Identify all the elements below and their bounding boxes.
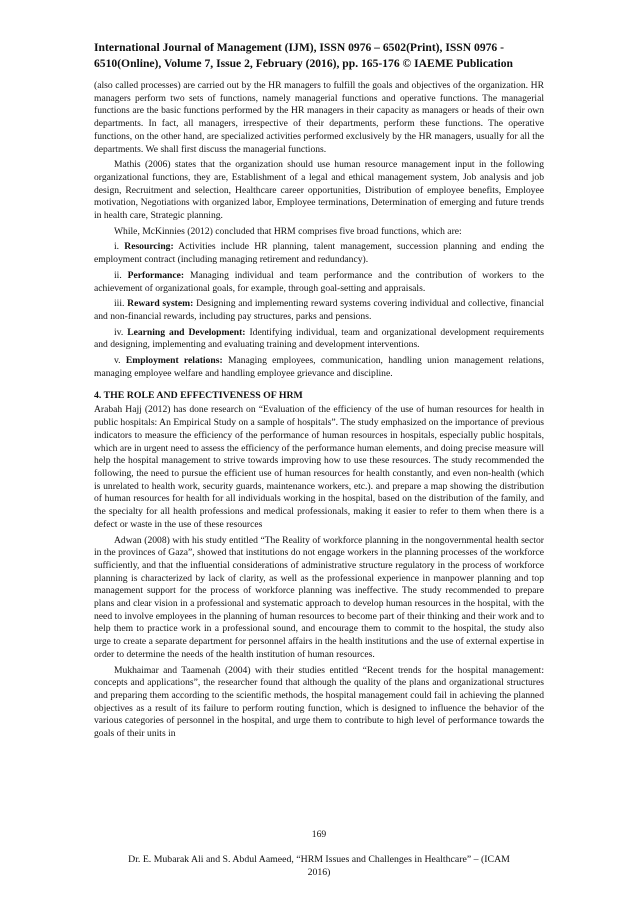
function-number: iv.: [114, 326, 124, 338]
function-item-learning-development: [94, 327, 544, 352]
paragraph: Adwan (2008) with his study entitled “The Reality of workforce planning in the nongovernmental health sector in the provinces of Gaza”, showed that institutions do not engage workers in the planning processes of the workforce sufficiently, and that the influential considerations of administrative structure regulatory in the process of workforce planning is characterized by lack of clarity, as well as the professional experience in manpower planning and top management support for the process of workforce planning was ineffective. The study recommended to prepare plans and clear vision in a professional and systematic approach to develop human resources in the hospital, with the need to involve employees in the planning of human resources to become part of their thinking and their work and to help them to practice work in a professional sound, and encourage them to commit to the hospital, the study also urge to create a separate department for personnel affairs in the health institutions and the use of external expertise in order to determine the needs of the health institution of human resources.: [94, 534, 544, 660]
function-description: Managing employees, communication, handling union management relations, managing employee welfare and handling employee grievance and discipline.: [94, 355, 544, 379]
journal-header: [94, 40, 544, 72]
page-number: 169: [311, 829, 327, 840]
function-term: Employment relations:: [125, 355, 223, 367]
function-term: Resourcing:: [124, 241, 174, 253]
journal-header-line-2: 6510(Online), Volume 7, Issue 2, February (2016), pp. 165-176 © IAEME Publication: [94, 57, 513, 70]
journal-header-line-1: International Journal of Management (IJM), ISSN 0976 – 6502(Print), ISSN 0976 -: [94, 41, 504, 54]
function-number: i.: [114, 241, 120, 253]
function-description: Identifying individual, team and organizational development requirements and designing, implementing and evaluating training and development interventions.: [94, 326, 544, 351]
function-term: Learning and Development:: [127, 326, 246, 338]
paragraph: Arabah Hajj (2012) has done research on “Evaluation of the efficiency of the use of human resources for health in public hospitals: An Empirical Study on a sample of hospitals”. The study emphasized on the importance of previous indicators to measure the efficiency of the performance of human resources in hospitals, especially public hospitals, which are in urgent need to assess the efficiency of the performance human elements, and doing precise measure will help the hospital management to strive towards improving how to use these resources. The study recommended the following, the need to pursue the efficient use of human resources for health constantly, and even non-health (which is unrelated to health work, security guards, maintenance workers, etc.). and prepare a map showing the distribution of human resources for health for all individuals working in the hospital, based on the distribution of the family, and the specialty for all health professions and medical professionals, making it easier to refer to them when there is a defect or waste in the use of these resources: [94, 404, 544, 530]
function-term: Reward system:: [127, 298, 194, 310]
function-number: v.: [114, 355, 121, 367]
paragraph: Mathis (2006) states that the organization should use human resource management input in the following organizational functions, they are, Establishment of a legal and ethical management system, Job analysis and job design, Recruitment and selection, Healthcare career opportunities, Distribution of employee benefits, Employee motivation, Negotiations with organized labor, Employee terminations, Determination of emerging and future trends in health care, Strategic planning.: [94, 159, 544, 222]
function-item-employment-relations: [94, 355, 544, 380]
function-number: ii.: [114, 269, 122, 281]
function-item-reward-system: [94, 298, 544, 323]
article-body: [94, 80, 544, 741]
section-heading: 4. THE ROLE AND EFFECTIVENESS OF HRM: [94, 390, 303, 402]
citation-footer-line-2: 2016): [307, 867, 331, 878]
function-item-resourcing: [94, 241, 544, 266]
citation-footer-line-1: Dr. E. Mubarak Ali and S. Abdul Aameed, “HRM Issues and Challenges in Healthcare” – (ICAM: [128, 854, 510, 865]
function-description: Activities include HR planning, talent management, succession planning and ending the employment contract (including managing retirement and redundancy).: [94, 241, 544, 266]
function-description: Designing and implementing reward systems covering individual and collective, financial and non-financial rewards, including pay structures, parks and pensions.: [94, 298, 544, 322]
function-term: Performance:: [127, 269, 185, 281]
function-description: Managing individual and team performance and the contribution of workers to the achievement of organizational goals, for example, through goal-setting and appraisals.: [94, 269, 544, 294]
paragraph: Mukhaimar and Taamenah (2004) with their studies entitled “Recent trends for the hospital management: concepts and applications”, the researcher found that although the quality of the plans and organizational structures and preparing them according to the scientific methods, the hospital management could fail in achieving the planned objectives as a result of its failure to perform routing function, which is designed to influence the behavior of the various categories of personnel in the hospital, and urge them to contribute to high level of performance towards the goals of their units in: [94, 664, 544, 740]
function-item-performance: [94, 270, 544, 295]
paragraph: While, McKinnies (2012) concluded that HRM comprises five broad functions, which are:: [114, 225, 462, 237]
paragraph: (also called processes) are carried out by the HR managers to fulfill the goals and objectives of the organization. HR managers perform two sets of functions, namely managerial functions and operative functions. The managerial functions are the basic functions performed by the HR managers in their capacity as managers or heads of their own departments. In fact, all managers, irrespective of their departments, perform these functions. The operative functions, on the other hand, are specialized activities performed exclusively by the HR managers, usually for all the departments. We shall first discuss the managerial functions.: [94, 80, 544, 155]
function-number: iii.: [114, 298, 125, 310]
citation-footer: [94, 853, 544, 879]
